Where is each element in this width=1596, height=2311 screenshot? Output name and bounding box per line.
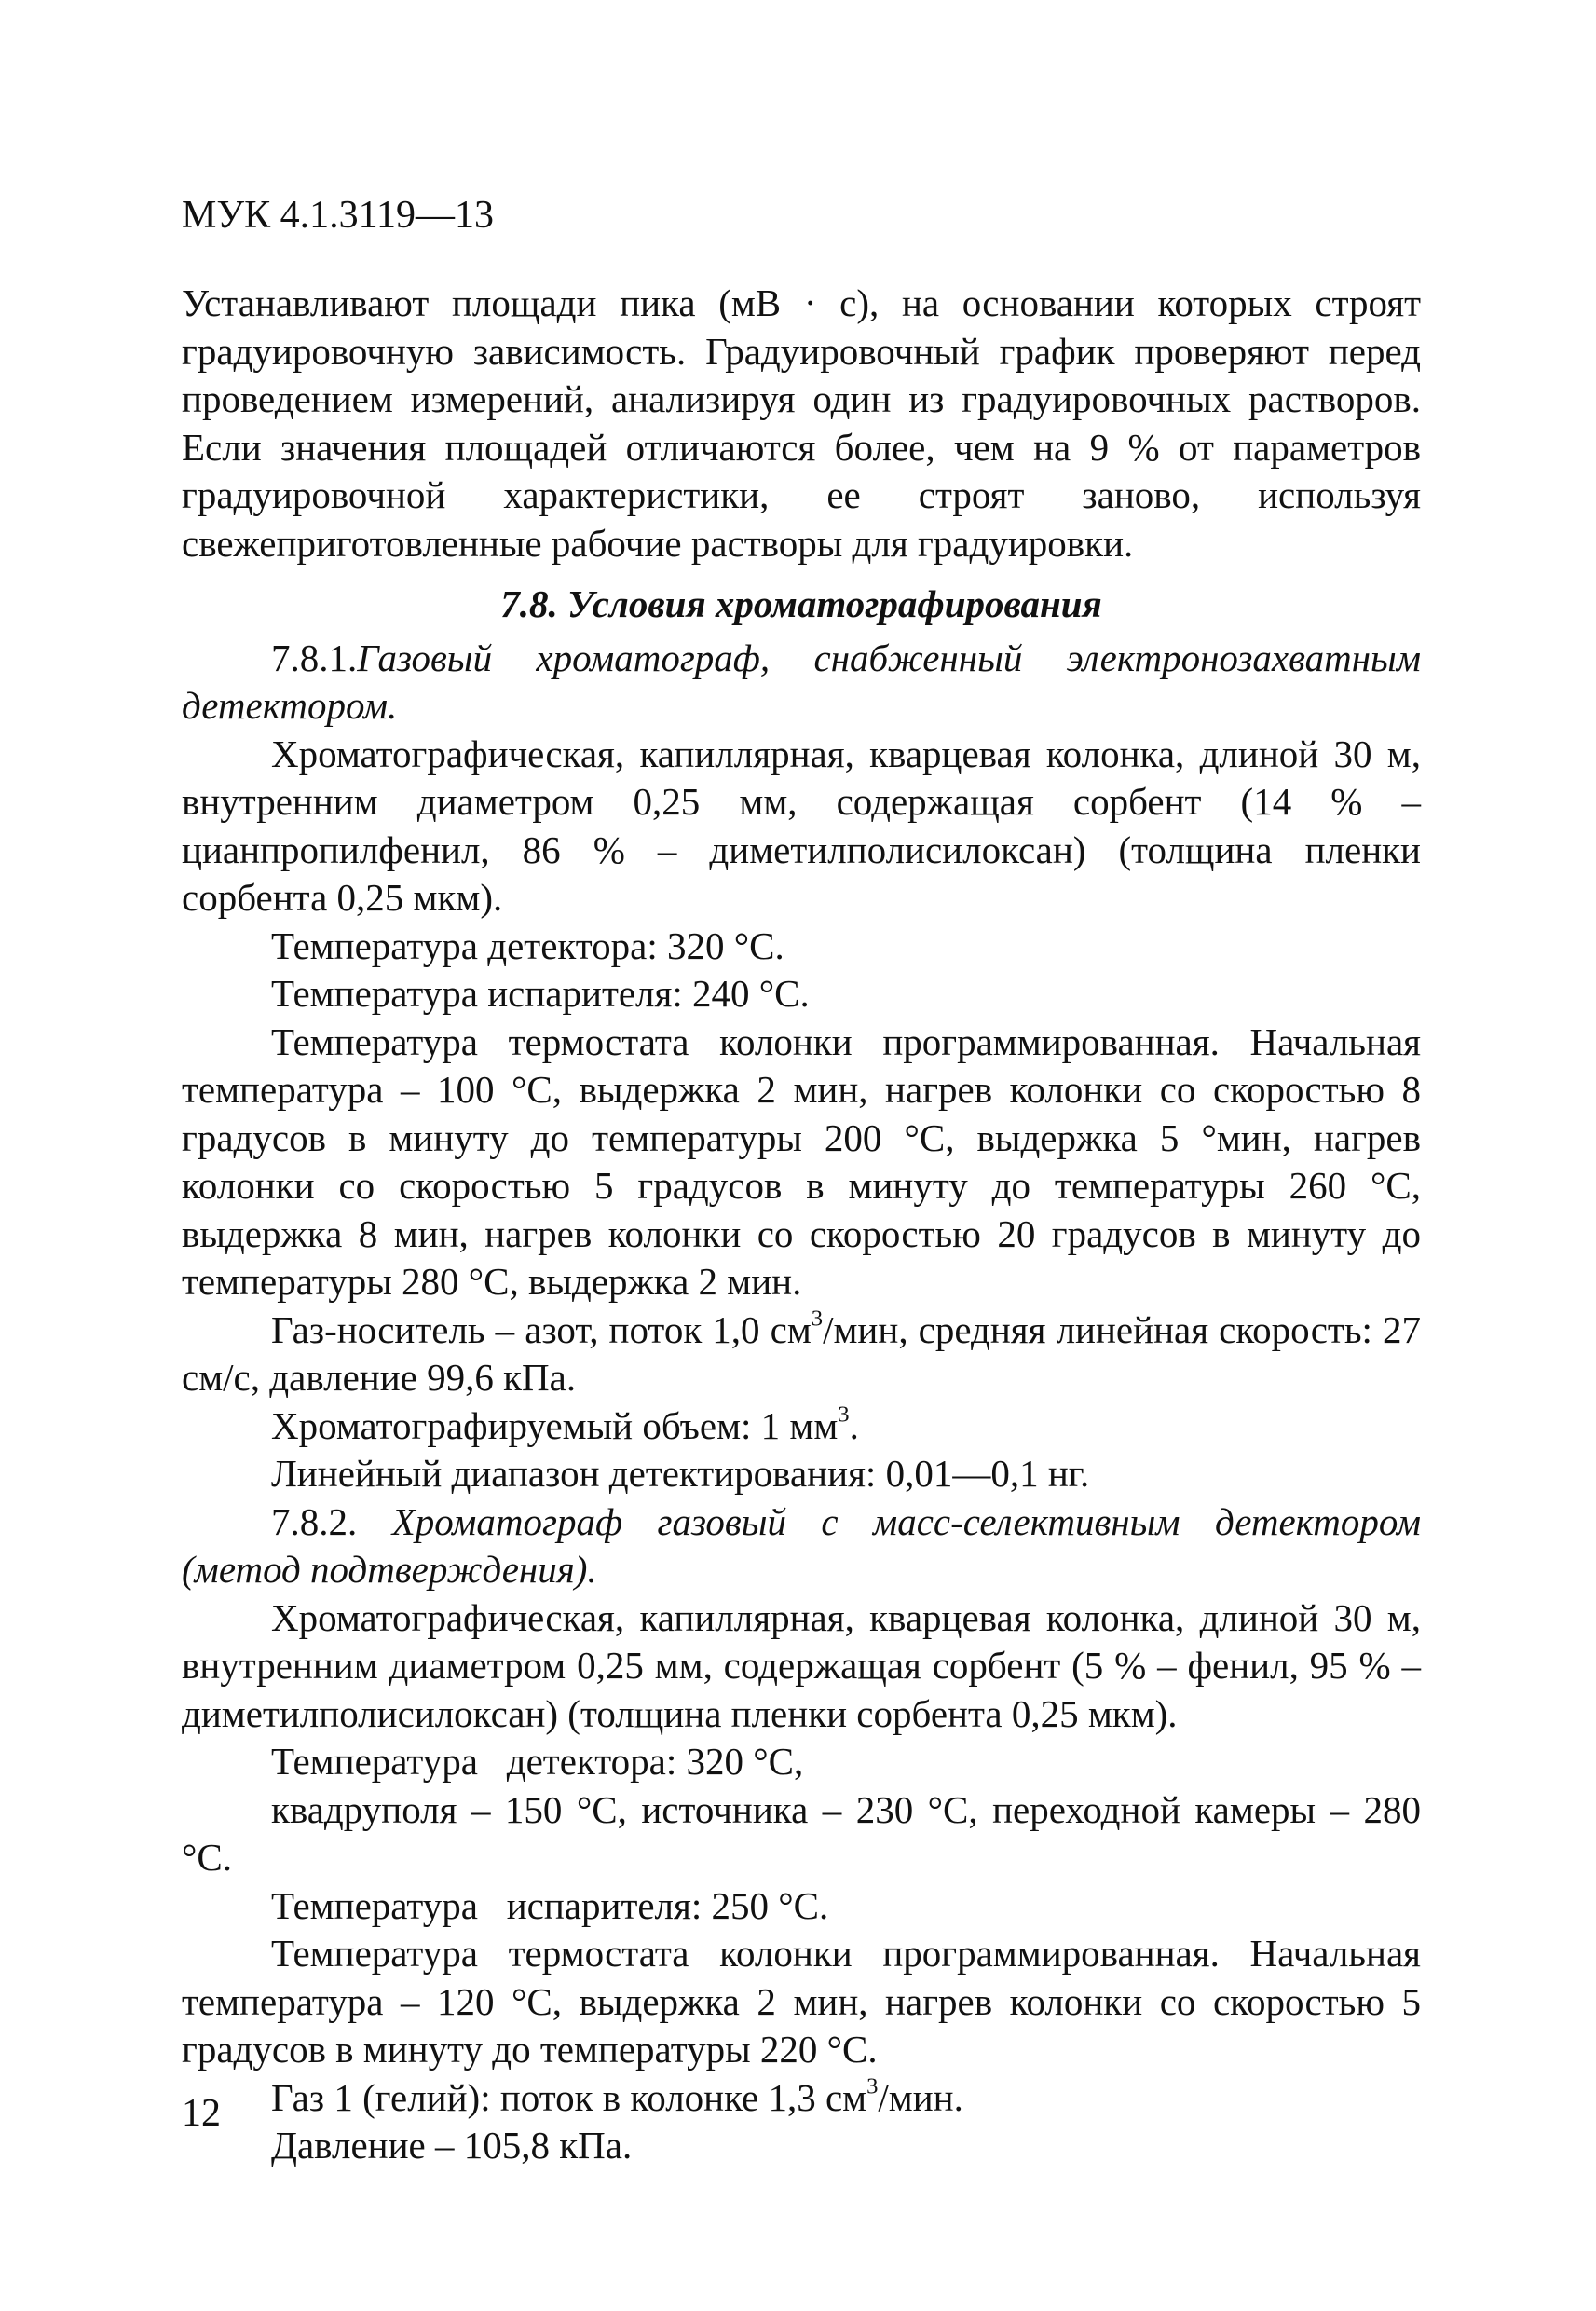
superscript: 3 [838, 1402, 850, 1428]
intro-paragraph: Устанавливают площади пика (мВ · с), на основании которых строят градуировочную зависимость. Градуировочный график проверяют перед проведением измерений, анализируя один из градуировочных растворов. Если значения площадей отличаются более, чем на 9 % от параметров градуировочной характеристики, ее строят заново, используя свежеприготовленные рабочие растворы для градуировки. [182, 281, 1421, 565]
quadrupole-temperatures: квадруполя – 150 °C, источника – 230 °C, переходной камеры – 280 °C. [182, 1787, 1421, 1879]
page-number: 12 [182, 2092, 221, 2135]
carrier-gas-text: Газ-носитель – азот, поток 1,0 см [271, 1307, 812, 1351]
temperature-program-2: Температура термостата колонки программированная. Начальная температура – 120 °C, выдержка 2 мин, нагрев колонки со скоростью 5 градусов в минуту до температуры 220 °C. [182, 1932, 1421, 2071]
evaporator-temperature-1: Температура испарителя: 240 °C. [271, 972, 810, 1015]
carrier-gas-1 [182, 1306, 1421, 1402]
linear-range: Линейный диапазон детектирования: 0,01—0,1 нг. [271, 1452, 1090, 1495]
injection-volume [182, 1402, 1421, 1451]
page-body [182, 280, 1421, 2170]
superscript: 3 [866, 2073, 879, 2099]
subsection-number: 7.8.2. [271, 1499, 358, 1543]
pressure-line: Давление – 105,8 кПа. [271, 2124, 633, 2167]
subsection-title-text: Газовый хроматограф, снабженный электронозахватным детектором. [182, 636, 1421, 727]
subsection-title-text: Хроматограф газовый с масс-селективным детектором (метод подтверждения). [182, 1499, 1422, 1591]
section-heading: 7.8. Условия хроматографирования [500, 582, 1102, 625]
subsection-7-8-2-title [182, 1498, 1421, 1594]
helium-flow [182, 2074, 1421, 2123]
superscript: 3 [811, 1306, 824, 1332]
document-code-header: МУК 4.1.3119—13 [182, 194, 495, 237]
column-description-1: Хроматографическая, капиллярная, кварцевая колонка, длиной 30 м, внутренним диаметром 0,25 мм, содержащая сорбент (14 % – цианпропилфенил, 86 % – диметилполисилоксан) (толщина пленки сорбента 0,25 мкм). [182, 732, 1421, 919]
evaporator-temperature-2: Температура испарителя: 250 °C. [271, 1883, 829, 1927]
injection-volume-text: Хроматографируемый объем: 1 мм [271, 1403, 839, 1447]
detector-temperature-1: Температура детектора: 320 °C. [271, 923, 784, 967]
column-description-2: Хроматографическая, капиллярная, кварцевая колонка, длиной 30 м, внутренним диаметром 0,25 мм, содержащая сорбент (5 % – фенил, 95 % – диметилполисилоксан) (толщина пленки сорбента 0,25 мкм). [182, 1595, 1421, 1735]
subsection-number: 7.8.1. [271, 636, 358, 679]
detector-temperature-2: Температура детектора: 320 °C, [271, 1740, 804, 1783]
helium-flow-end: /мин. [878, 2075, 963, 2119]
temperature-program-1: Температура термостата колонки программированная. Начальная температура – 100 °C, выдержка 2 мин, нагрев колонки со скоростью 8 градусов в минуту до температуры 200 °C, выдержка 5 °мин, нагрев колонки со скоростью 5 градусов в минуту до температуры 260 °C, выдержка 8 мин, нагрев колонки со скоростью 20 градусов в минуту до температуры 280 °C, выдержка 2 мин. [182, 1019, 1421, 1303]
helium-flow-text: Газ 1 (гелий): поток в колонке 1,3 см [271, 2075, 867, 2119]
carrier-gas-text-end: /мин, средняя линейная скорость: 27 см/с, давление 99,6 кПа. [182, 1307, 1421, 1399]
injection-volume-end: . [849, 1403, 859, 1447]
subsection-7-8-1-title [182, 635, 1421, 731]
